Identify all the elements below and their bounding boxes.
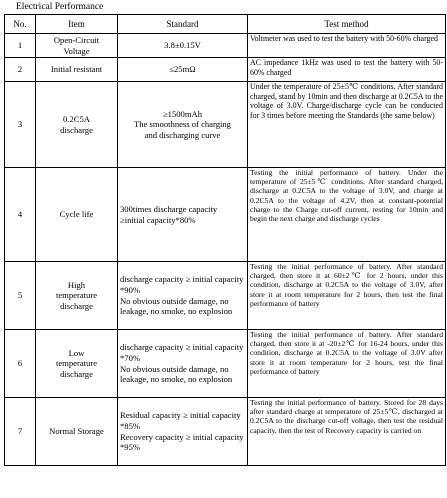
table-row: [5, 262, 446, 330]
row-item: High temperature discharge: [36, 262, 118, 330]
electrical-performance-table: [4, 14, 446, 466]
section-title: Electrical Performance: [16, 2, 104, 12]
table-row: [5, 168, 446, 262]
header-standard: Standard: [118, 15, 248, 34]
table-row: [5, 58, 446, 82]
row-item: Low temperature discharge: [36, 330, 118, 398]
row-test-method: Testing the initial performance of battery. Under the temperature of 25±5℃ conditions. After standard charged, discharge at 0.2C5A to the voltage of 3.0V, and charge at 0.2C5A to the voltage of 4.2V, then at constant-potential charge to the Charge cut-off current, resting for 10min and begin the next charge and discharge cycles: [248, 168, 446, 262]
row-standard: 3.8±0.15V: [118, 34, 248, 58]
header-item: Item: [36, 15, 118, 34]
row-standard: ≥1500mAh The smoothness of charging and discharging curve: [118, 82, 248, 168]
row-standard: Residual capacity ≥ initial capacity *85% Recovery capacity ≥ initial capacity *95%: [118, 398, 248, 466]
table-row: [5, 82, 446, 168]
header-no: No.: [5, 15, 36, 34]
table-header-row: [5, 15, 446, 34]
table-row: [5, 330, 446, 398]
row-test-method: AC impedance 1kHz was used to test the battery with 50-60% charged: [248, 58, 446, 82]
row-item: Cycle life: [36, 168, 118, 262]
row-number: 7: [5, 398, 36, 466]
row-standard: discharge capacity ≥ initial capacity *90% No obvious outside damage, no leakage, no smoke, no explosion: [118, 262, 248, 330]
row-test-method: Voltmeter was used to test the battery with 50-60% charged: [248, 34, 446, 58]
row-number: 2: [5, 58, 36, 82]
row-standard: discharge capacity ≥ initial capacity *70% No obvious outside damage, no leakage, no smoke, no explosion: [118, 330, 248, 398]
row-test-method: Testing the initial performance of battery. After standard charged, then store it at 60±2℃ for 2 hours, under this condition, discharge at 0.2C5A to the voltage of 3.0V, after store it at room temperature for 2 hours, then test the final performance of battery: [248, 262, 446, 330]
table-row: [5, 398, 446, 466]
row-test-method: Testing the initial performance of battery. Stored for 28 days after standard charge at temperature of 25±5℃, discharged at 0.2C5A to the discharge cut-off voltage, then test the residual capacity, then the test of Recovery capacity is carried on: [248, 398, 446, 466]
row-item: Open-Circuit Voltage: [36, 34, 118, 58]
header-test-method: Test method: [248, 15, 446, 34]
row-number: 5: [5, 262, 36, 330]
row-test-method: Under the temperature of 25±5℃ conditions. After standard charged, stand by 10min and then discharge at 0.2C5A to the voltage of 3.0V. Charge/discharge cycle can be conducted for 3 times before meeting the Standards (the same below): [248, 82, 446, 168]
table-row: [5, 34, 446, 58]
row-test-method: Testing the initial performance of battery. After standard charged, then store it at -20±2℃ for 16-24 hours, under this condition, discharge at 0.2C5A to the voltage of 3.0V after store it at room temperature for 2 hours, test the final performance of battery: [248, 330, 446, 398]
row-number: 3: [5, 82, 36, 168]
row-standard: 300times discharge capacity ≥initial capacity*80%: [118, 168, 248, 262]
row-number: 4: [5, 168, 36, 262]
row-item: Normal Storage: [36, 398, 118, 466]
row-number: 6: [5, 330, 36, 398]
row-item: 0.2C5A discharge: [36, 82, 118, 168]
row-item: Initial resistant: [36, 58, 118, 82]
row-standard: ≤25mΩ: [118, 58, 248, 82]
row-number: 1: [5, 34, 36, 58]
